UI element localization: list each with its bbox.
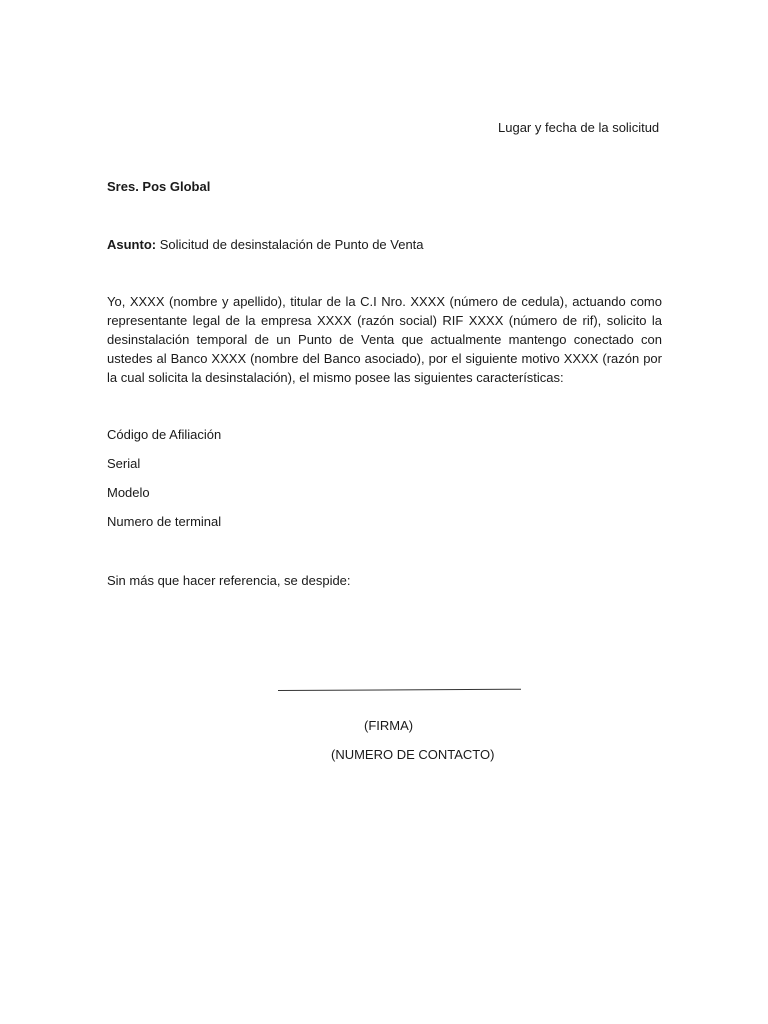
subject-line xyxy=(107,237,424,252)
recipient: Sres. Pos Global xyxy=(107,179,211,194)
subject-label: Asunto: xyxy=(107,237,157,252)
list-item: Código de Afiliación xyxy=(107,427,222,442)
subject-text: Solicitud de desinstalación de Punto de Venta xyxy=(156,237,424,252)
closing-line: Sin más que hacer referencia, se despide: xyxy=(107,573,351,588)
list-item: Modelo xyxy=(107,485,150,500)
place-date: Lugar y fecha de la solicitud xyxy=(498,120,660,135)
letter-body: Yo, XXXX (nombre y apellido), titular de la C.I Nro. XXXX (número de cedula), actuando como representante legal de la empresa XXXX (razón social) RIF XXXX (número de rif), solicito la desinstalación temporal de un Punto de Venta que actualmente mantengo conectado con ustedes al Banco XXXX (nombre del Banco asociado), por el siguiente motivo XXXX (razón por la cual solicita la desinstalación), el mismo posee las siguientes características: xyxy=(107,294,662,385)
characteristics-list xyxy=(107,426,221,542)
signature-label: (FIRMA) xyxy=(364,718,414,733)
contact-label: (NUMERO DE CONTACTO) xyxy=(331,747,495,762)
list-item: Numero de terminal xyxy=(107,514,222,529)
signature-line xyxy=(278,689,521,691)
list-item: Serial xyxy=(107,456,141,471)
